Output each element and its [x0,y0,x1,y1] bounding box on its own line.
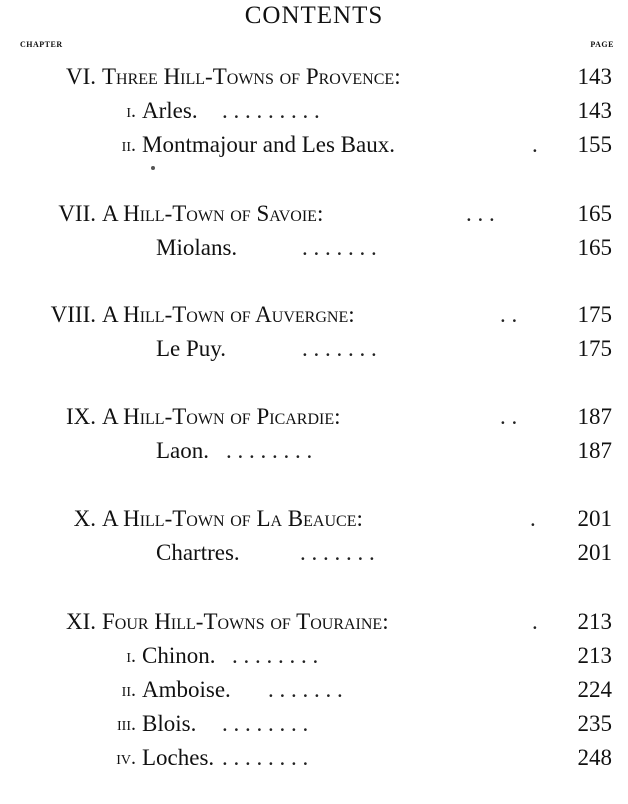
page-number: 143 [577,64,612,89]
toc-entry-chartres[interactable] [0,536,628,570]
chapter-title: A Hill-Town of Savoie [102,201,317,226]
page-column-label: PAGE [590,40,614,49]
leader-dots: . [530,506,536,531]
section-title: Chinon. [142,643,216,668]
toc-entry-chapter-11[interactable] [0,605,628,639]
leader-dots: . . . . . . . [268,677,343,702]
leader-dots: . . [500,302,518,327]
chapter-number: X. [73,506,96,531]
page-number: 165 [577,235,612,260]
leader-dots: . . . . . . . . [222,745,309,770]
section-title: Amboise. [142,677,231,702]
toc-entry-chapter-8[interactable] [0,298,628,332]
section-number: iii. [117,713,136,735]
chapter-number: VII. [58,201,96,226]
chapter-column-label: CHAPTER [20,40,63,49]
chapter-title-punct: : [348,302,355,327]
toc-entry-amboise[interactable] [0,673,628,707]
chapter-number: VI. [65,64,96,89]
page-number: 235 [577,711,612,736]
toc-entry-loches[interactable] [0,741,628,775]
leader-dots: . . . . . . . . [232,643,319,668]
print-speck [151,166,155,170]
leader-dots: . . . [466,201,495,226]
toc-entry-montmajour[interactable] [0,128,628,162]
toc-entry-chinon[interactable] [0,639,628,673]
page-number: 187 [577,438,612,463]
page-number: 248 [577,745,612,770]
section-title: Chartres. [156,540,240,565]
page-number: 213 [577,643,612,668]
toc-entry-chapter-10[interactable] [0,502,628,536]
section-title: Loches. [142,745,215,770]
toc-entry-laon[interactable] [0,434,628,468]
chapter-number: VIII. [50,302,96,327]
page-number: 213 [577,609,612,634]
chapter-title: A Hill-Town of Picardie [102,404,335,429]
section-title: Arles. [142,98,198,123]
leader-dots: . [532,609,538,634]
leader-dots: . . . . . . . . . [222,98,320,123]
chapter-title: A Hill-Town of Auvergne [102,302,349,327]
page-number: 201 [577,540,612,565]
chapter-number: XI. [65,609,96,634]
toc-entry-chapter-6[interactable] [0,60,628,94]
leader-dots: . . . . . . . [302,336,377,361]
section-title: Miolans. [156,235,238,260]
section-number: i. [126,100,136,122]
section-number: i. [126,645,136,667]
page-number: 224 [577,677,612,702]
section-title: Le Puy. [156,336,227,361]
page-number: 175 [577,336,612,361]
leader-dots: . [532,132,538,157]
section-title: Blois. [142,711,197,736]
page-number: 155 [577,132,612,157]
chapter-number: IX. [65,404,96,429]
chapter-title: Four Hill-Towns of Touraine [102,609,383,634]
section-number: ii. [121,134,136,156]
toc-entry-le-puy[interactable] [0,332,628,366]
section-title: Laon. [156,438,210,463]
toc-entry-arles[interactable] [0,94,628,128]
page-number: 165 [577,201,612,226]
chapter-title-punct: : [394,64,401,89]
leader-dots: . . . . . . . . [226,438,313,463]
page-number: 175 [577,302,612,327]
toc-entry-blois[interactable] [0,707,628,741]
chapter-title-punct: : [316,201,324,226]
leader-dots: . . . . . . . . [222,711,309,736]
page-title: CONTENTS [244,2,384,29]
section-number: iv. [116,747,136,769]
leader-dots: . . . . . . . [302,235,377,260]
toc-entry-chapter-9[interactable] [0,400,628,434]
leader-dots: . . [500,404,518,429]
chapter-title-punct: : [382,609,389,634]
page-number: 187 [577,404,612,429]
toc-entry-chapter-7[interactable] [0,197,628,231]
chapter-title-punct: : [356,506,363,531]
page-number: 201 [577,506,612,531]
chapter-title: A Hill-Town of La Beauce [102,506,357,531]
page-number: 143 [577,98,612,123]
leader-dots: . . . . . . . [300,540,375,565]
chapter-title-punct: : [334,404,341,429]
chapter-title: Three Hill-Towns of Provence [102,64,395,89]
section-number: ii. [121,679,136,701]
section-title: Montmajour and Les Baux. [142,132,395,157]
toc-entry-miolans[interactable] [0,231,628,265]
